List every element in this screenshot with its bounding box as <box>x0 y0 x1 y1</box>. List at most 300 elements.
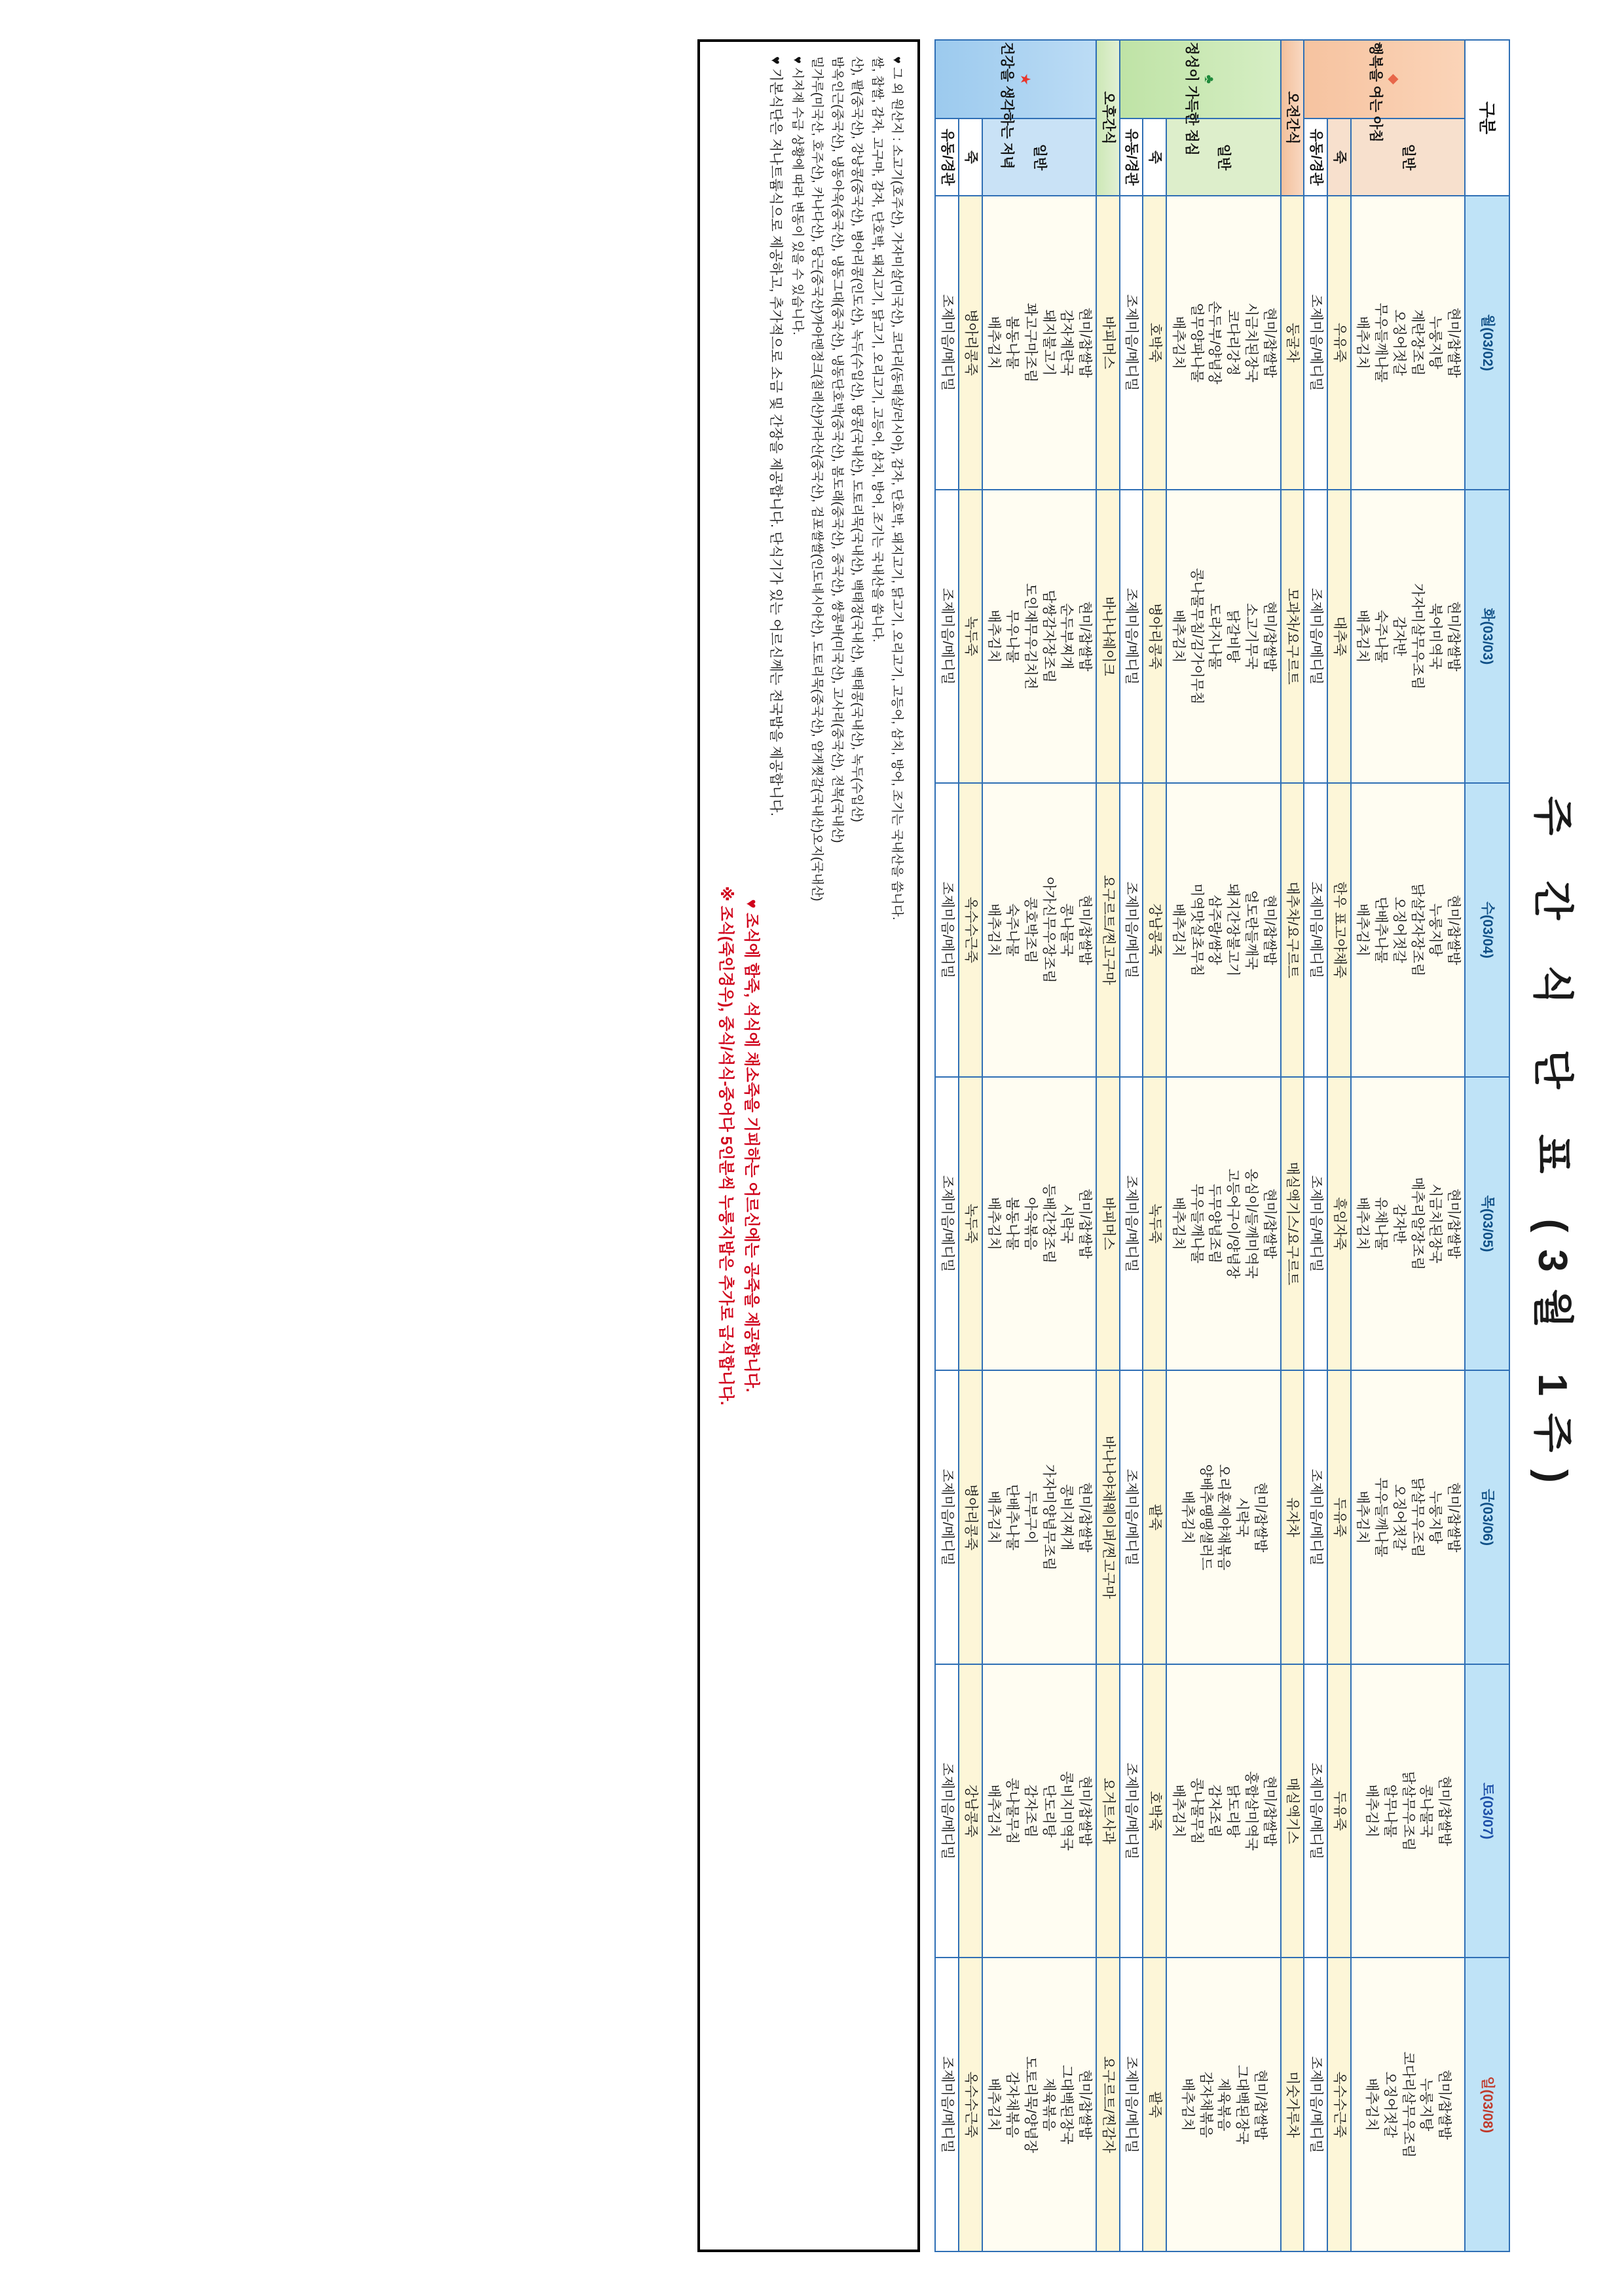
menu-cell <box>1327 196 1351 490</box>
menu-item: 배추김치 <box>1364 1784 1380 1838</box>
menu-item: 오리훈제야채볶음 <box>1216 1464 1232 1571</box>
menu-item: 코다리살무우조림 <box>1400 2051 1416 2158</box>
menu-item: 모과차/요구르트 <box>1285 587 1301 685</box>
menu-cell <box>1143 1958 1167 2251</box>
menu-item: 단도리탕 <box>1041 1784 1056 1838</box>
menu-item: 배추김치 <box>986 903 1002 957</box>
menu-item: 그대백된장국 <box>1059 2064 1075 2145</box>
menu-item: 닭살감자장조림 <box>1409 883 1425 977</box>
menu-item: 배추김치 <box>1170 1784 1186 1838</box>
menu-item: 꽈고구마조림 <box>1022 302 1038 383</box>
section-title: 정성이 가득한 점심 <box>1183 42 1199 156</box>
menu-item: 홍합살미역국 <box>1243 1771 1259 1851</box>
menu-item: 손두부/양념장 <box>1207 301 1223 385</box>
menu-item: 요거트사과 <box>1100 1777 1116 1844</box>
menu-item: 무우들깨나물 <box>1373 1477 1389 1558</box>
menu-item: 호박죽 <box>1147 1791 1163 1831</box>
table-row <box>1281 40 1304 2251</box>
menu-cell <box>1304 783 1327 1077</box>
menu-item: 매실액기스/요구르트 <box>1285 1161 1301 1286</box>
table-row <box>1166 40 1280 2251</box>
menu-item: 콩나물무침 <box>1189 1777 1204 1844</box>
menu-item: 조제미음/메디밀 <box>940 587 955 685</box>
menu-cell <box>982 1077 1096 1371</box>
menu-item: 코다리강정 <box>1225 309 1241 376</box>
page-title: 주 간 식 단 표 (3월 1주) <box>1530 796 1575 1500</box>
menu-item: 조제미음/메디밀 <box>1124 294 1139 392</box>
table-row <box>1351 40 1465 2251</box>
menu-item: 조제미음/메디밀 <box>1124 881 1139 979</box>
menu-item: 삼주랑/쌈장 <box>1207 894 1223 966</box>
header-day-sat: 토(03/07) <box>1465 1664 1509 1958</box>
menu-item: 배추김치 <box>1170 610 1186 663</box>
menu-item: 얼무양파나물 <box>1189 302 1204 383</box>
menu-item: 두부구이 <box>1022 1490 1038 1544</box>
subrow-label: 일반 <box>1166 118 1280 196</box>
menu-item: 배추김치 <box>1364 2078 1380 2132</box>
menu-cell <box>935 783 959 1077</box>
menu-item: 현미/찹쌀밥 <box>1446 1482 1461 1553</box>
menu-item: 북어미역국 <box>1428 603 1443 670</box>
menu-cell <box>1281 1664 1304 1958</box>
menu-item: 요구르트/찐고구마 <box>1100 875 1116 985</box>
menu-item: 강남콩죽 <box>963 1784 978 1838</box>
menu-item: 바나나쉐이크 <box>1100 596 1116 676</box>
section-title: 건강을 생각하는 저녁 <box>999 42 1015 170</box>
menu-cell <box>1166 783 1280 1077</box>
menu-cell <box>1143 1077 1167 1371</box>
menu-item: 조제미음/메디밀 <box>940 1468 955 1566</box>
menu-item: 감자반 <box>1391 1203 1407 1244</box>
menu-item: 우유죽 <box>1331 322 1347 363</box>
menu-cell <box>959 1370 982 1664</box>
menu-cell <box>1304 196 1327 490</box>
menu-item: 봄동나물 <box>1005 316 1020 369</box>
menu-cell <box>935 1664 959 1958</box>
menu-item: 배추김치 <box>1355 903 1371 957</box>
menu-item: 강남콩죽 <box>1147 903 1163 957</box>
menu-cell <box>1304 1664 1327 1958</box>
menu-item: 현미/찹쌀밥 <box>1261 1188 1277 1259</box>
menu-item: 미숫가루차 <box>1285 2071 1301 2138</box>
menu-item: 도토리묵/양념장 <box>1022 2056 1038 2153</box>
menu-cell <box>1120 1664 1143 1958</box>
menu-item: 콩나물무침 <box>1005 1777 1020 1844</box>
menu-cell <box>982 196 1096 490</box>
menu-cell <box>1143 1370 1167 1664</box>
menu-item: 가자미살무우조림 <box>1409 583 1425 689</box>
menu-cell <box>1096 1370 1120 1664</box>
menu-cell <box>1304 1077 1327 1371</box>
menu-item: 그대백된장국 <box>1234 2064 1249 2145</box>
menu-item: 현미/찹쌀밥 <box>1077 1188 1093 1259</box>
menu-item: 조제미음/메디밀 <box>1124 1762 1139 1860</box>
menu-cell <box>1327 1077 1351 1371</box>
menu-item: 배추김치 <box>1170 316 1186 369</box>
menu-item: 단배추나물 <box>1005 1484 1020 1551</box>
menu-item: 현미/찹쌀밥 <box>1446 894 1461 966</box>
menu-cell <box>1351 196 1465 490</box>
menu-item: 감자채볶음 <box>1005 2071 1020 2138</box>
menu-cell <box>1351 783 1465 1077</box>
menu-item: 배추김치 <box>1355 1490 1371 1544</box>
menu-item: 콩비지찌개 <box>1059 1484 1075 1551</box>
menu-item: 시금치된장국 <box>1428 1184 1443 1264</box>
menu-item: 얼도란들깨국 <box>1243 890 1259 970</box>
section-title: 행복을 여는 아침 <box>1368 42 1384 143</box>
footnote-line: 쌀, 찹쌀, 감자, 고구마, 감자, 단호박, 돼지고기, 닭고기, 오리고기, 고등어, 삼치, 방어, 조기는 국내산을 씁니다. <box>870 56 884 643</box>
menu-cell <box>1096 196 1120 490</box>
menu-cell <box>1327 490 1351 784</box>
menu-item: 소고기무국 <box>1243 603 1259 670</box>
menu-item: 시금치된장국 <box>1243 302 1259 383</box>
menu-item: 현미/찹쌀밥 <box>1261 894 1277 966</box>
menu-item: 제육볶음 <box>1216 2078 1232 2132</box>
menu-item: 조제미음/메디밀 <box>940 2056 955 2153</box>
menu-item: 현미/찹쌀밥 <box>1077 307 1093 378</box>
menu-item: 매실액기스 <box>1285 1777 1301 1844</box>
menu-item: 요구르트/찐감자 <box>1100 2056 1116 2153</box>
header-day-fri: 금(03/06) <box>1465 1370 1509 1664</box>
menu-item: 현미/찹쌀밥 <box>1252 1482 1268 1553</box>
menu-item: 조제미음/메디밀 <box>1308 1468 1323 1566</box>
menu-cell <box>959 1664 982 1958</box>
menu-cell <box>1096 783 1120 1077</box>
menu-item: 유채나물 <box>1373 1197 1389 1250</box>
menu-item: 현미/찹쌀밥 <box>1077 1482 1093 1553</box>
menu-item: 도라지나물 <box>1207 603 1223 670</box>
club-marker: ♣ <box>1202 75 1217 84</box>
menu-item: 배추김치 <box>986 1490 1002 1544</box>
menu-cell <box>1120 1077 1143 1371</box>
menu-cell <box>1304 1958 1327 2251</box>
menu-item: 녹두죽 <box>1147 1203 1163 1244</box>
menu-item: 현미/찹쌀밥 <box>1252 2069 1268 2140</box>
menu-item: 순두부찌개 <box>1059 603 1075 670</box>
menu-cell <box>959 490 982 784</box>
menu-cell <box>1096 1664 1120 1958</box>
menu-cell <box>1096 1077 1120 1371</box>
menu-cell <box>982 1664 1096 1958</box>
menu-item: 단배추나물 <box>1373 896 1389 964</box>
menu-item: 아가신무우장조림 <box>1041 877 1056 983</box>
menu-item: 배추김치 <box>1170 903 1186 957</box>
menu-item: 현미/찹쌀밥 <box>1437 2069 1452 2140</box>
menu-item: 감자반 <box>1391 616 1407 657</box>
menu-item: 병아리콩죽 <box>963 1484 978 1551</box>
menu-item: 유자차 <box>1285 1497 1301 1537</box>
menu-item: 아욱볶음 <box>1022 1197 1038 1250</box>
menu-cell <box>1120 1958 1143 2251</box>
menu-item: 대추차/요구르트 <box>1285 881 1301 979</box>
menu-item: 현미/찹쌀밥 <box>1261 1776 1277 1846</box>
menu-cell <box>1120 490 1143 784</box>
menu-item: 배추김치 <box>1355 316 1371 369</box>
menu-cell <box>935 196 959 490</box>
menu-item: 숙주나물 <box>1005 903 1020 957</box>
menu-item: 팥죽 <box>1147 2091 1163 2118</box>
menu-item: 바나나야채웨이퍼/찐고구마 <box>1100 1435 1116 1599</box>
menu-cell <box>982 490 1096 784</box>
menu-item: 도인재무우김치전 <box>1022 583 1038 689</box>
menu-item: 오징어젓갈 <box>1391 309 1407 376</box>
menu-item: 콩나물국 <box>1059 903 1075 957</box>
star-marker: ★ <box>1017 73 1033 86</box>
menu-item: 돼지불고기 <box>1041 309 1056 376</box>
menu-item: 제육볶음 <box>1041 2078 1056 2132</box>
menu-item: 오징어젓갈 <box>1382 2071 1397 2138</box>
menu-item: 병아리콩죽 <box>1147 603 1163 670</box>
table-row <box>1304 40 1327 2251</box>
menu-cell <box>1166 1370 1280 1664</box>
menu-item: 두유죽 <box>1331 1497 1347 1537</box>
menu-item: 감자조림 <box>1207 1784 1223 1838</box>
subrow-label: 유동/경관 <box>1304 118 1327 196</box>
table-row <box>1143 40 1167 2251</box>
menu-item: 배추김치 <box>1355 610 1371 663</box>
menu-cell <box>1281 1370 1304 1664</box>
menu-cell <box>1143 196 1167 490</box>
menu-item: 미역맛살초무침 <box>1189 883 1204 977</box>
menu-cell <box>982 1370 1096 1664</box>
menu-cell <box>1143 1664 1167 1958</box>
menu-item: 옥수수근죽 <box>1331 2071 1347 2138</box>
menu-item: 현미/찹쌀밥 <box>1446 307 1461 378</box>
menu-cell <box>1120 1370 1143 1664</box>
table-row <box>982 40 1096 2251</box>
table-row <box>959 40 982 2251</box>
menu-item: 바피머스 <box>1100 1197 1116 1250</box>
menu-item: 조제미음/메디밀 <box>940 1175 955 1272</box>
menu-item: 배추김치 <box>1355 1197 1371 1250</box>
menu-item: 배추김치 <box>986 2078 1002 2132</box>
menu-cell <box>1327 1958 1351 2251</box>
header-day-mon: 월(03/02) <box>1465 196 1509 490</box>
menu-cell <box>935 490 959 784</box>
menu-item: 감자계란국 <box>1059 309 1075 376</box>
menu-item: 현미/찹쌀밥 <box>1077 1776 1093 1846</box>
menu-item: 조제미음/메디밀 <box>940 294 955 392</box>
menu-cell <box>1166 490 1280 784</box>
menu-item: 조제미음/메디밀 <box>1124 1468 1139 1566</box>
subrow-label: 유동/경관 <box>1120 118 1143 196</box>
menu-item: 배추김치 <box>986 1197 1002 1250</box>
menu-cell <box>935 1958 959 2251</box>
menu-item: 닭살무우조림 <box>1400 1771 1416 1851</box>
menu-item: 매추리알장조림 <box>1409 1176 1425 1270</box>
menu-item: 현미/찹쌀밥 <box>1261 307 1277 378</box>
menu-item: 녹두죽 <box>963 1203 978 1244</box>
menu-item: 오징어젓갈 <box>1391 1484 1407 1551</box>
menu-item: 호박죽 <box>1147 322 1163 363</box>
subrow-label: 일반 <box>982 118 1096 196</box>
menu-cell <box>1351 1370 1465 1664</box>
menu-item: 조제미음/메디밀 <box>1308 1762 1323 1860</box>
menu-cell <box>959 1077 982 1371</box>
section-label-afternoon-snack: 오후간식 <box>1096 40 1120 196</box>
table-row <box>1096 40 1120 2251</box>
menu-cell <box>959 196 982 490</box>
subrow-label: 죽 <box>959 118 982 196</box>
menu-cell <box>1096 1958 1120 2251</box>
footnote-line: 밀가루(미국산, 호주산), 카나다산), 당근(중국산)까아멘정크(칠레산)카라산(중국산), 검포쌀쌀(인도네시아산), 도토리묵(중국산), 얌게찟갈(국내산)오지(국내산) <box>810 56 824 902</box>
menu-item: 배추김치 <box>1179 2078 1195 2132</box>
menu-item: 흑임자죽 <box>1331 1197 1347 1250</box>
menu-cell <box>1166 196 1280 490</box>
footnote-line: 밤옥인근(중국산), 냉동아욱(중국산), 냉동그대(중국산), 냉동단호박(중국산), 봄도래(중국산), 중국산), 쌍콩바(미국산), 고사리(중국산), 전복(국내산) <box>830 56 844 843</box>
menu-cell <box>1166 1077 1280 1371</box>
menu-item: 조제미음/메디밀 <box>940 1762 955 1860</box>
menu-item: 조제미음/메디밀 <box>1124 1175 1139 1272</box>
section-label-lunch <box>1120 40 1281 156</box>
subrow-label: 죽 <box>1327 118 1351 196</box>
menu-item: 무우나물 <box>1005 610 1020 663</box>
menu-item: 두유죽 <box>1331 1791 1347 1831</box>
menu-item: 현미/찹쌀밥 <box>1077 2069 1093 2140</box>
footnotes-box <box>697 39 920 2252</box>
menu-item: 가자미양념무조림 <box>1041 1464 1056 1571</box>
weekly-menu-table <box>934 39 1510 2252</box>
menu-item: 둥굴차 <box>1285 322 1301 363</box>
menu-cell <box>1304 490 1327 784</box>
menu-cell <box>1166 1958 1280 2251</box>
menu-cell <box>1351 1664 1465 1958</box>
menu-cell <box>1166 1664 1280 1958</box>
menu-item: 현미/찹쌀밥 <box>1077 601 1093 672</box>
menu-item: 누룽지탕 <box>1418 2078 1434 2132</box>
menu-item: 누룽지탕 <box>1428 316 1443 369</box>
table-header-row <box>1465 40 1509 2251</box>
menu-item: 무우들깨나물 <box>1373 302 1389 383</box>
menu-item: 배추김치 <box>1170 1197 1186 1250</box>
table-row <box>935 40 959 2251</box>
menu-item: 시락국 <box>1234 1497 1249 1537</box>
menu-item: 조제미음/메디밀 <box>1308 294 1323 392</box>
menu-item: 감자조림 <box>1022 1784 1038 1838</box>
menu-cell <box>1327 1664 1351 1958</box>
header-day-wed: 수(03/04) <box>1465 783 1509 1077</box>
menu-item: 무우들깨나물 <box>1189 1184 1204 1264</box>
header-gubun: 구분 <box>1465 40 1509 196</box>
footnote-highlight: ♥ 조식에 함죽, 석식에 채소죽을 기피하는 어르신에는 공죽을 제공합니다. <box>742 899 760 1393</box>
header-day-thu: 목(03/05) <box>1465 1077 1509 1371</box>
menu-item: 현미/찹쌀밥 <box>1077 894 1093 966</box>
section-label-breakfast <box>1304 40 1465 143</box>
menu-item: 녹두죽 <box>963 616 978 657</box>
menu-cell <box>1281 196 1304 490</box>
menu-item: 누룽지탕 <box>1428 903 1443 957</box>
menu-item: 바피머스 <box>1100 316 1116 369</box>
menu-cell <box>1143 783 1167 1077</box>
menu-item: 숙주나물 <box>1373 610 1389 663</box>
menu-item: 배추김치 <box>986 316 1002 369</box>
menu-item: 계란장조림 <box>1409 309 1425 376</box>
section-label-morning-snack: 오전간식 <box>1281 40 1304 196</box>
footnote-line: ♥ 기본식단은 저나트륨식으로 제공하고, 추가적으로 소금 및 간장을 제공합니다. 단식기가 있는 어르신께는 전국밥을 제공합니다. <box>768 56 784 816</box>
menu-item: 누룽지탕 <box>1428 1490 1443 1544</box>
menu-item: 오징어젓갈 <box>1391 896 1407 964</box>
menu-cell <box>1351 1958 1465 2251</box>
menu-item: 현미/찹쌀밥 <box>1437 1776 1452 1846</box>
menu-item: 콩호박조림 <box>1022 896 1038 964</box>
subrow-label: 일반 <box>1351 118 1465 196</box>
menu-item: 배추김치 <box>986 610 1002 663</box>
menu-cell <box>1351 1077 1465 1371</box>
menu-item: 조제미음/메디밀 <box>1308 2056 1323 2153</box>
menu-item: 옹심이/들깨미역국 <box>1243 1168 1259 1279</box>
menu-cell <box>935 1077 959 1371</box>
table-row <box>1120 40 1143 2251</box>
menu-item: 현미/찹쌀밥 <box>1446 601 1461 672</box>
menu-cell <box>1281 1077 1304 1371</box>
menu-cell <box>1304 1370 1327 1664</box>
menu-item: 등배간장조림 <box>1041 1184 1056 1264</box>
menu-cell <box>1327 1370 1351 1664</box>
menu-item: 조제미음/메디밀 <box>1308 1175 1323 1272</box>
menu-cell <box>1351 490 1465 784</box>
footnote-line: 산), 팥(중국산), 강낭콩(중국산), 병아리콩(인도산), 녹두(수입산), 땅콩(국내산), 도토리묵(국내산), 백태장(국내산), 백태콩(국내산), 녹두(수입산) <box>850 56 864 822</box>
menu-item: 담쌍감자장조림 <box>1041 589 1056 683</box>
menu-cell <box>982 783 1096 1077</box>
menu-cell <box>959 783 982 1077</box>
menu-item: 두무양념조림 <box>1207 1184 1223 1264</box>
menu-cell <box>1281 783 1304 1077</box>
table-row <box>1327 40 1351 2251</box>
menu-item: 현미/찹쌀밥 <box>1446 1188 1461 1259</box>
menu-cell <box>1120 196 1143 490</box>
menu-item: 감자채볶음 <box>1198 2071 1213 2138</box>
menu-item: 한우 표고야채죽 <box>1331 881 1347 979</box>
footnote-line: ♥ 시저재 수급 상황에 따라 변동이 있을 수 있습니다. <box>790 56 804 335</box>
header-day-tue: 화(03/03) <box>1465 490 1509 784</box>
menu-cell <box>935 1370 959 1664</box>
subrow-label: 유동/경관 <box>935 118 959 196</box>
menu-cell <box>959 1958 982 2251</box>
menu-cell <box>1281 1958 1304 2251</box>
menu-cell <box>1120 783 1143 1077</box>
menu-item: 알무나물 <box>1382 1784 1397 1838</box>
menu-item: 조제미음/메디밀 <box>940 881 955 979</box>
menu-item: 닭갈비탕 <box>1225 610 1241 663</box>
menu-item: 봄동나물 <box>1005 1197 1020 1250</box>
menu-item: 조제미음/메디밀 <box>1124 587 1139 685</box>
footnote-line: ♥ 그 외 원산지 : 소고기(호주산), 가자미살(미국산), 코다리(동태살/러시아), 감자, 단호박, 돼지고기, 닭고기, 오리고기, 고등어, 삼치, 방어, 조기는 국내산을 씁니다. <box>890 56 904 920</box>
menu-item: 대추죽 <box>1331 616 1347 657</box>
menu-item: 콩나물국 <box>1418 1784 1434 1838</box>
menu-item: 팥죽 <box>1147 1504 1163 1531</box>
header-day-sun: 일(03/08) <box>1465 1958 1509 2251</box>
menu-item: 양배추땡땡샐러드 <box>1198 1464 1213 1571</box>
footnote-highlight: ※ 조식(죽인경우), 중식/석식-중어다 5인분씩 누룽지밥은 추가로 급식합니다. <box>716 886 735 1406</box>
menu-item: 콩비지미역국 <box>1059 1771 1075 1851</box>
menu-item: 옥수수근죽 <box>963 896 978 964</box>
menu-item: 병아리콩죽 <box>963 309 978 376</box>
menu-item: 닭도리탕 <box>1225 1784 1241 1838</box>
menu-item: 돼지간장불고기 <box>1225 883 1241 977</box>
menu-item: 조제미음/메디밀 <box>1308 881 1323 979</box>
subrow-label: 죽 <box>1143 118 1167 196</box>
menu-cell <box>1143 490 1167 784</box>
menu-cell <box>982 1958 1096 2251</box>
menu-cell <box>1096 490 1120 784</box>
menu-item: 배추김치 <box>986 1784 1002 1838</box>
menu-item: 옥수수근죽 <box>963 2071 978 2138</box>
menu-item: 현미/찹쌀밥 <box>1261 601 1277 672</box>
menu-item: 닭살무우조림 <box>1409 1477 1425 1558</box>
menu-cell <box>1281 490 1304 784</box>
menu-cell <box>1327 783 1351 1077</box>
menu-item: 조제미음/메디밀 <box>1308 587 1323 685</box>
